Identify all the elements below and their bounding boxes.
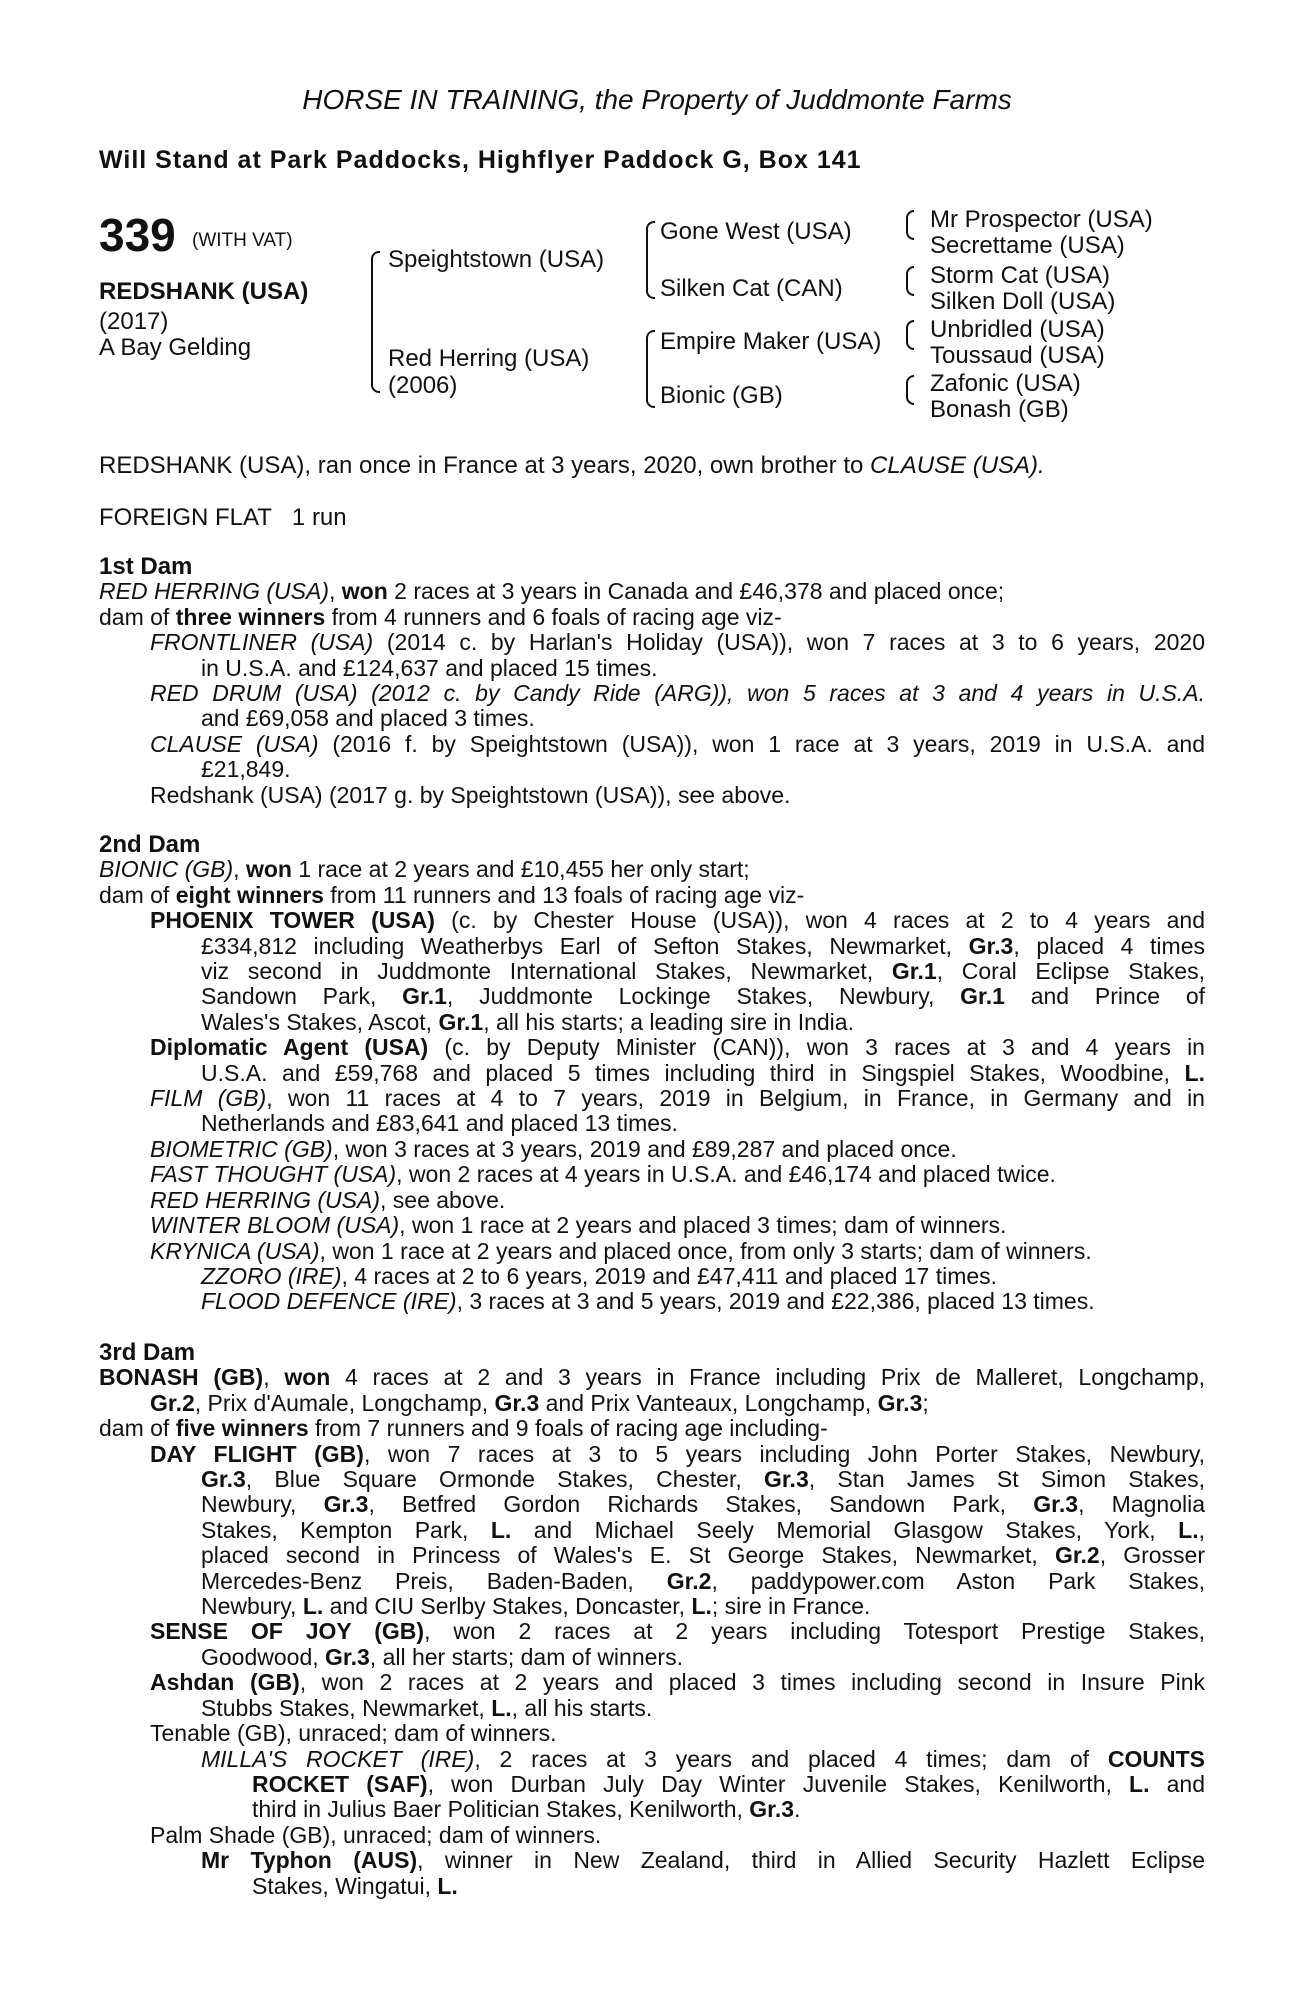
ggp-brace — [906, 389, 914, 405]
text-line: Stakes, Kempton Park, L. and Michael Seely Memorial Glasgow Stakes, York, L., — [201, 1516, 1205, 1543]
text-line: Redshank (USA) (2017 g. by Speightstown (USA)), see above. — [150, 781, 791, 808]
text-line: MILLA'S ROCKET (IRE), 2 races at 3 years and placed 4 times; dam of COUNTS — [201, 1745, 1205, 1772]
ggp-3: Storm Cat (USA) — [930, 262, 1111, 289]
text-line: CLAUSE (USA) (2016 f. by Speightstown (USA)), won 1 race at 3 years, 2019 in U.S.A. and — [150, 730, 1206, 757]
sire: Speightstown (USA) — [388, 246, 605, 273]
text-line: dam of eight winners from 11 runners and 13 foals of racing age viz- — [99, 881, 805, 908]
sire-sire: Gone West (USA) — [660, 218, 852, 245]
ggp-brace — [906, 280, 914, 296]
dam-year: (2006) — [388, 372, 458, 399]
text-line: RED DRUM (USA) (2012 c. by Candy Ride (ARG)), won 5 races at 3 and 4 years in U.S.A. — [150, 680, 1205, 707]
text-line: £334,812 including Weatherbys Earl of Sefton Stakes, Newmarket, Gr.3, placed 4 times — [201, 932, 1205, 959]
text-line: and £69,058 and placed 3 times. — [201, 705, 535, 732]
summary-line: REDSHANK (USA), ran once in France at 3 years, 2020, own brother to CLAUSE (USA). — [99, 452, 1045, 479]
sire-brace — [646, 259, 655, 299]
dam-dam: Bionic (GB) — [660, 382, 783, 409]
text-line: in U.S.A. and £124,637 and placed 15 times. — [201, 654, 658, 681]
horse-description: A Bay Gelding — [99, 334, 252, 361]
text-line: Sandown Park, Gr.1, Juddmonte Lockinge Stakes, Newbury, Gr.1 and Prince of — [201, 983, 1206, 1010]
text-line: BONASH (GB), won 4 races at 2 and 3 years in France including Prix de Malleret, Longchamp, — [99, 1364, 1206, 1391]
text-line: RED HERRING (USA), won 2 races at 3 years in Canada and £46,378 and placed once; — [99, 578, 1005, 605]
text-line: FLOOD DEFENCE (IRE), 3 races at 3 and 5 years, 2019 and £22,386, placed 13 times. — [201, 1288, 1095, 1315]
text-line: Stubbs Stakes, Newmarket, L., all his starts. — [201, 1694, 653, 1721]
text-line: viz second in Juddmonte International Stakes, Newmarket, Gr.1, Coral Eclipse Stakes, — [201, 958, 1205, 985]
text-line: Mercedes-Benz Preis, Baden-Baden, Gr.2, paddypower.com Aston Park Stakes, — [201, 1567, 1206, 1594]
ggp-7: Zafonic (USA) — [930, 370, 1081, 397]
text-line: SENSE OF JOY (GB), won 2 races at 2 years including Totesport Prestige Stakes, — [150, 1618, 1205, 1645]
first-dam-section — [99, 554, 1205, 808]
text-line: Stakes, Wingatui, L. — [252, 1872, 458, 1899]
section-heading: 2nd Dam — [99, 831, 201, 858]
text-line: KRYNICA (USA), won 1 race at 2 years and placed once, from only 3 starts; dam of winners. — [150, 1237, 1092, 1264]
text-line: PHOENIX TOWER (USA) (c. by Chester House (USA)), won 4 races at 2 to 4 years and — [150, 907, 1205, 934]
text-line: BIONIC (GB), won 1 race at 2 years and £10,455 her only start; — [99, 856, 750, 883]
foaling-year: (2017) — [99, 308, 169, 335]
text-line: Tenable (GB), unraced; dam of winners. — [150, 1720, 557, 1747]
ggp-5: Unbridled (USA) — [930, 316, 1105, 343]
ggp-4: Silken Doll (USA) — [930, 288, 1116, 315]
dam-brace — [646, 368, 655, 408]
section-heading: 1st Dam — [99, 553, 193, 580]
dam-brace — [646, 330, 655, 370]
text-line: FILM (GB), won 11 races at 4 to 7 years, 2019 in Belgium, in France, in Germany and in — [150, 1085, 1205, 1112]
section-heading: 3rd Dam — [99, 1339, 196, 1366]
text-line: dam of three winners from 4 runners and 6 foals of racing age viz- — [99, 603, 782, 630]
sire-brace — [646, 221, 655, 261]
text-line: RED HERRING (USA), see above. — [150, 1186, 506, 1213]
third-dam-section — [99, 1340, 1205, 1899]
text-line: WINTER BLOOM (USA), won 1 race at 2 years and placed 3 times; dam of winners. — [150, 1212, 1007, 1239]
text-line: Newbury, L. and CIU Serlby Stakes, Doncaster, L.; sire in France. — [201, 1593, 871, 1620]
text-line: FAST THOUGHT (USA), won 2 races at 4 years in U.S.A. and £46,174 and placed twice. — [150, 1161, 1056, 1188]
text-line: £21,849. — [201, 756, 291, 783]
stand-location: Will Stand at Park Paddocks, Highflyer Paddock G, Box 141 — [99, 146, 862, 174]
sire-dam: Silken Cat (CAN) — [660, 275, 843, 302]
text-line: U.S.A. and £59,768 and placed 5 times including third in Singspiel Stakes, Woodbine, L. — [201, 1059, 1205, 1086]
text-line: ZZORO (IRE), 4 races at 2 to 6 years, 2019 and £47,411 and placed 17 times. — [201, 1262, 998, 1289]
vat-note: (WITH VAT) — [192, 230, 293, 251]
ggp-brace — [906, 224, 914, 240]
ggp-2: Secrettame (USA) — [930, 232, 1125, 259]
text-line: ROCKET (SAF), won Durban July Day Winter Juvenile Stakes, Kenilworth, L. and — [252, 1770, 1205, 1797]
dam-sire: Empire Maker (USA) — [660, 328, 882, 355]
pedigree-brace — [371, 331, 380, 393]
pedigree-brace — [371, 251, 380, 333]
catalogue-title: HORSE IN TRAINING, the Property of Juddmonte Farms — [302, 84, 1012, 115]
text-line: FRONTLINER (USA) (2014 c. by Harlan's Holiday (USA)), won 7 races at 3 to 6 years, 2020 — [150, 629, 1205, 656]
text-line: dam of five winners from 7 runners and 9 foals of racing age including- — [99, 1415, 828, 1442]
text-line: third in Julius Baer Politician Stakes, Kenilworth, Gr.3. — [252, 1796, 801, 1823]
race-record: FOREIGN FLAT 1 run — [99, 504, 347, 531]
second-dam-section — [99, 832, 1205, 1315]
text-line: Ashdan (GB), won 2 races at 2 years and placed 3 times including second in Insure Pink — [150, 1669, 1205, 1696]
text-line: Diplomatic Agent (USA) (c. by Deputy Minister (CAN)), won 3 races at 3 and 4 years in — [150, 1034, 1205, 1061]
ggp-brace — [906, 334, 914, 350]
text-line: Palm Shade (GB), unraced; dam of winners. — [150, 1821, 602, 1848]
dam: Red Herring (USA) — [388, 345, 590, 372]
text-line: BIOMETRIC (GB), won 3 races at 3 years, 2019 and £89,287 and placed once. — [150, 1135, 957, 1162]
text-line: DAY FLIGHT (GB), won 7 races at 3 to 5 years including John Porter Stakes, Newbury, — [150, 1440, 1206, 1467]
ggp-1: Mr Prospector (USA) — [930, 206, 1153, 233]
horse-name: REDSHANK (USA) — [99, 278, 309, 305]
text-line: Netherlands and £83,641 and placed 13 times. — [201, 1110, 678, 1137]
text-line: Wales's Stakes, Ascot, Gr.1, all his starts; a leading sire in India. — [201, 1008, 854, 1035]
lot-number: 339 — [99, 209, 176, 261]
text-line: Mr Typhon (AUS), winner in New Zealand, third in Allied Security Hazlett Eclipse — [201, 1847, 1205, 1874]
ggp-8: Bonash (GB) — [930, 396, 1069, 423]
text-line: Gr.3, Blue Square Ormonde Stakes, Chester, Gr.3, Stan James St Simon Stakes, — [201, 1466, 1205, 1493]
ggp-6: Toussaud (USA) — [930, 342, 1105, 369]
text-line: placed second in Princess of Wales's E. St George Stakes, Newmarket, Gr.2, Grosser — [201, 1542, 1205, 1569]
text-line: Gr.2, Prix d'Aumale, Longchamp, Gr.3 and Prix Vanteaux, Longchamp, Gr.3; — [150, 1389, 929, 1416]
text-line: Goodwood, Gr.3, all her starts; dam of winners. — [201, 1643, 683, 1670]
text-line: Newbury, Gr.3, Betfred Gordon Richards Stakes, Sandown Park, Gr.3, Magnolia — [201, 1491, 1206, 1518]
